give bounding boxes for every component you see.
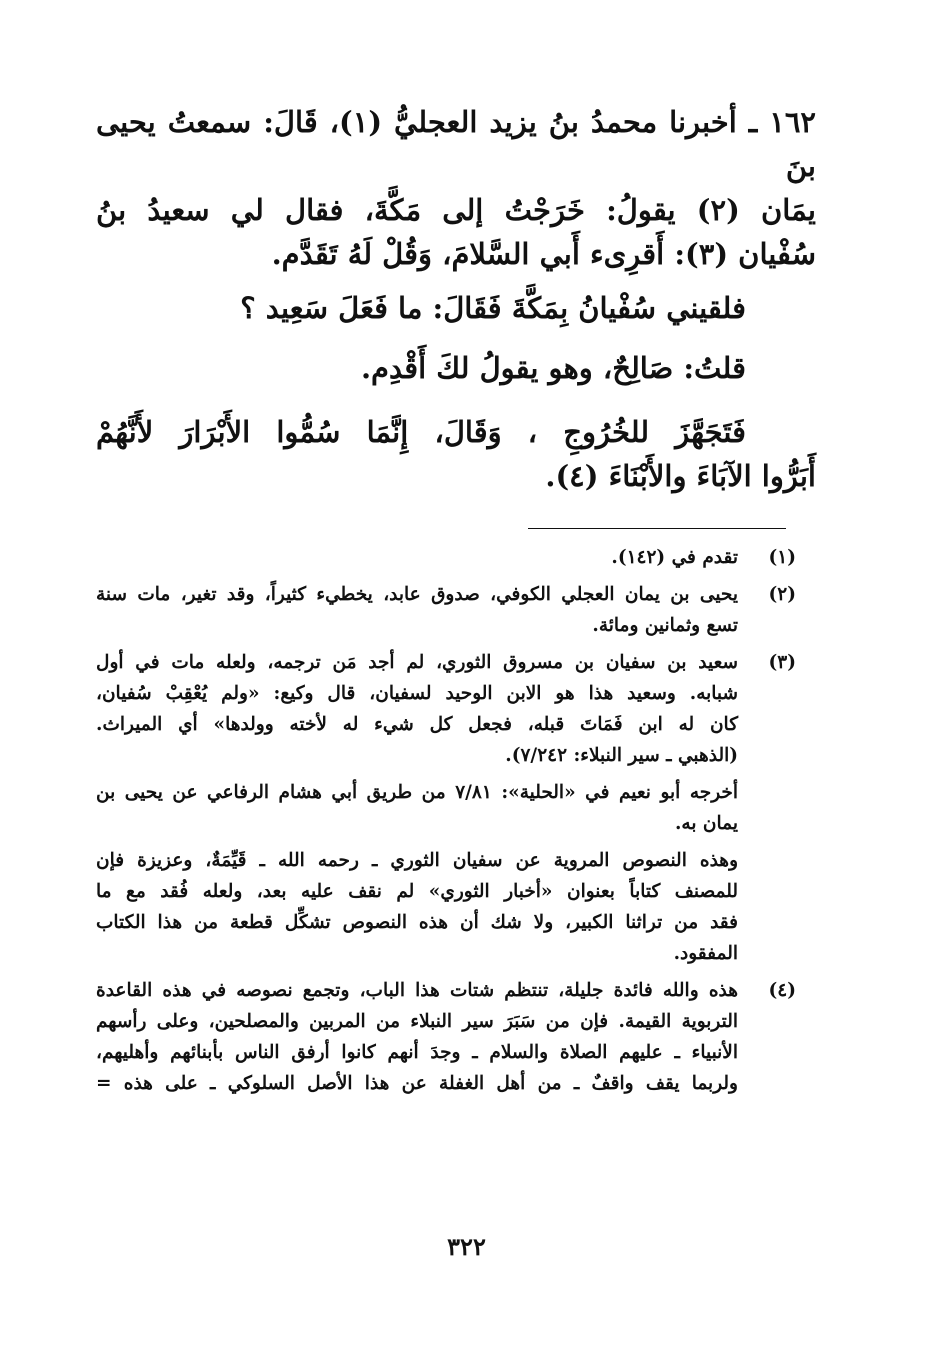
footnotes — [96, 542, 796, 1105]
text-line: فَتَجَهَّزَ للخُرُوجِ ، وَقَالَ، إِنَّمَا سُمُّوا الأَبْرَارَ لأَنَّهُمْ — [96, 415, 746, 449]
footnote-3-continuation-2 — [96, 845, 796, 969]
footnote-number: (٣) — [768, 652, 796, 673]
footnote-1 — [96, 542, 796, 573]
paragraph-3 — [96, 346, 816, 390]
footnote-3-continuation-1 — [96, 777, 796, 839]
footnote-body — [96, 647, 738, 771]
footnote-number: (٤) — [768, 980, 796, 1001]
footnote-line: تسع وثمانين ومائة. — [592, 615, 738, 636]
text-line: يمَان (٢) يقولُ: خَرَجْتُ إلى مَكَّةَ، فقال لي سعيدُ بنُ — [96, 193, 816, 227]
footnote-line: يمان به. — [674, 813, 738, 834]
paragraph-2 — [96, 286, 816, 330]
footnote-line: المفقود. — [673, 943, 738, 964]
footnote-separator — [528, 528, 786, 529]
footnote-line: فقد من تراثنا الكبير، ولا شك أن هذه النصوص تشكِّل قطعة من هذا الكتاب — [96, 912, 738, 933]
footnote-line: أخرجه أبو نعيم في «الحلية»: ٧/٨١ من طريق أبي هشام الرفاعي عن يحيى بن — [96, 782, 738, 803]
footnote-4 — [96, 975, 796, 1099]
text-line: قلتُ: صَالِحٌ، وهو يقولُ لكَ أَقْدِم. — [360, 351, 746, 385]
footnote-line: كان له ابن فَمَاتَ قبله، فجعل كل شيء له لأخته وولدها» أي الميراث. — [96, 714, 738, 735]
footnote-body — [96, 975, 738, 1099]
footnote-line: (الذهبي ـ سير النبلاء: ٧/٢٤٢). — [505, 745, 738, 766]
text-line: سُفْيان (٣): أَقرِىء أَبي السَّلامَ، وَقُلْ لَهُ تَقَدَّم. — [271, 237, 816, 271]
footnote-line: هذه والله فائدة جليلة، تنتظم شتات هذا الباب، وتجمع نصوصه في هذه القاعدة — [96, 980, 738, 1001]
footnote-line: الأنبياء ـ عليهم الصلاة والسلام ـ وجدَ أنهم كانوا أرفق الناس بأبنائهم وأهليهم، — [96, 1042, 738, 1063]
footnote-body — [96, 579, 738, 641]
main-text — [96, 100, 816, 498]
footnote-number: (١) — [768, 547, 796, 568]
footnote-line: وهذه النصوص المروية عن سفيان الثوري ـ رحمه الله ـ قَيِّمَةٌ، وعزيزة فإن — [96, 850, 738, 871]
footnote-line: سعيد بن سفيان بن مسروق الثوري، لم أجد مَن ترجمه، ولعله مات في أول — [96, 652, 738, 673]
footnote-line: التربوية القيمة. فإن من سَبَرَ سير النبلاء من المربين والمصلحين، وعلى رأسهم — [96, 1011, 738, 1032]
text-line: ١٦٢ ـ أخبرنا محمدُ بنُ يزيد العجليُّ (١)، قَالَ: سمعتُ يحيى بنَ — [96, 105, 816, 183]
footnote-2 — [96, 579, 796, 641]
footnote-number: (٢) — [768, 584, 796, 605]
footnote-3 — [96, 647, 796, 771]
page-number: ٣٢٢ — [447, 1232, 486, 1261]
footnote-line: ولربما يقف واقفٌ ـ من أهل الغفلة عن هذا الأصل السلوكي ـ على هذه = — [96, 1073, 738, 1094]
footnote-line: شبابه. وسعيد هذا هو الابن الوحيد لسفيان، قال وكيع: «ولم يُعْقِبْ سُفيان، — [96, 683, 738, 704]
footnote-line: يحيى بن يمان العجلي الكوفي، صدوق عابد، يخطيء كثيراً، وقد تغير، مات سنة — [96, 584, 738, 605]
footnote-line: تقدم في (١٤٢). — [611, 547, 738, 568]
paragraph-1 — [96, 100, 816, 276]
footnote-body — [96, 542, 738, 573]
paragraph-4 — [96, 410, 816, 498]
text-line: فلقيني سُفْيانُ بِمَكَّةَ فَقَالَ: ما فَعَلَ سَعِيد ؟ — [240, 291, 746, 325]
text-line: أَبَرُّوا الآبَاءَ والأَبْنَاءَ (٤). — [545, 459, 816, 493]
footnote-line: للمصنف كتاباً بعنوان «أخبار الثوري» لم نقف عليه بعد، ولعله فُقد مع ما — [96, 881, 738, 902]
